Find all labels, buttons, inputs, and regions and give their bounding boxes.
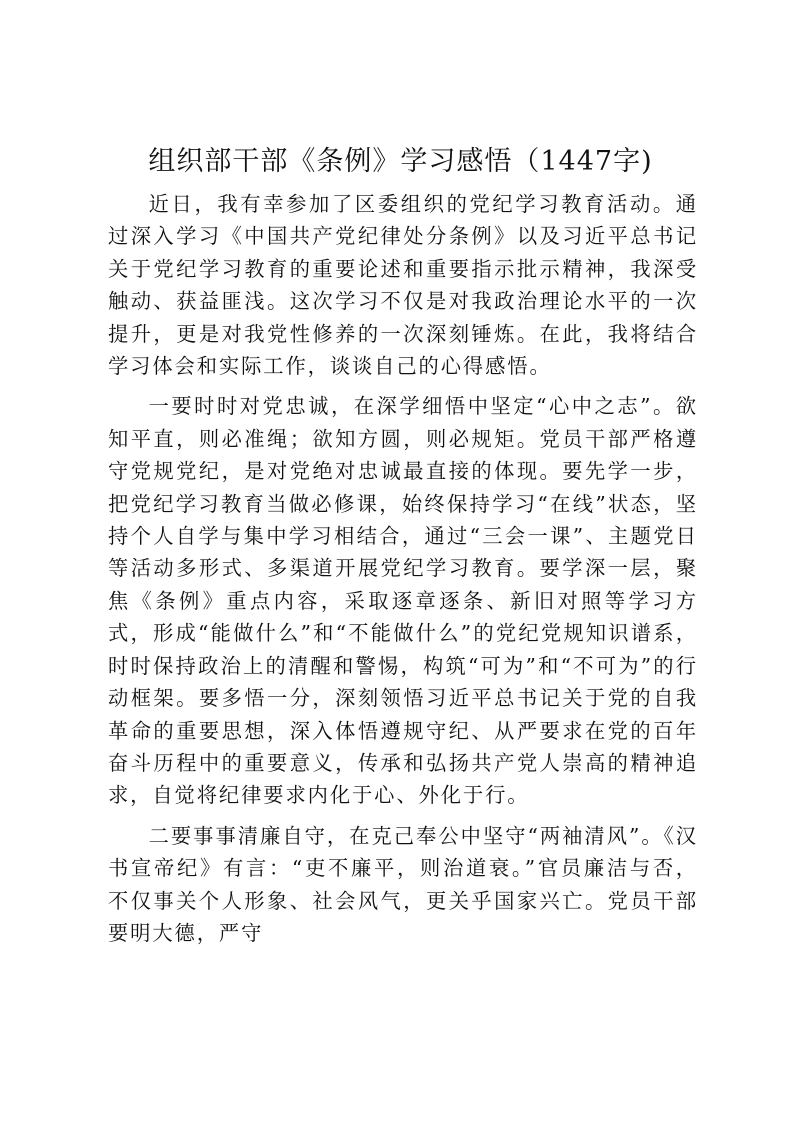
document-body — [108, 188, 698, 949]
paragraph-point-two: 二要事事清廉自守，在克己奉公中坚守“两袖清风”。《汉书宣帝纪》有言：“吏不廉平，则治道衰。”官员廉洁与否，不仅事关个人形象、社会风气，更关乎国家兴亡。党员干部要明大德，严守 — [108, 823, 698, 945]
document-title: 组织部干部《条例》学习感悟（1447字) — [148, 146, 653, 177]
paragraph-intro: 近日，我有幸参加了区委组织的党纪学习教育活动。通过深入学习《中国共产党纪律处分条例》以及习近平总书记关于党纪学习教育的重要论述和重要指示批示精神，我深受触动、获益匪浅。这次学习不仅是对我政治理论水平的一次提升，更是对我党性修养的一次深刻锤炼。在此，我将结合学习体会和实际工作，谈谈自己的心得感悟。 — [108, 192, 698, 379]
paragraph-point-one: 一要时时对党忠诚，在深学细悟中坚定“心中之志”。欲知平直，则必准绳；欲知方圆，则必规矩。党员干部严格遵守党规党纪，是对党绝对忠诚最直接的体现。要先学一步，把党纪学习教育当做必修课，始终保持学习“在线”状态，坚持个人自学与集中学习相结合，通过“三会一课”、主题党日等活动多形式、多渠道开展党纪学习教育。要学深一层，聚焦《条例》重点内容，采取逐章逐条、新旧对照等学习方式，形成“能做什么”和“不能做什么”的党纪党规知识谱系，时时保持政治上的清醒和警惕，构筑“可为”和“不可为”的行动框架。要多悟一分，深刻领悟习近平总书记关于党的自我革命的重要思想，深入体悟遵规守纪、从严要求在党的百年奋斗历程中的重要意义，传承和弘扬共产党人崇高的精神追求，自觉将纪律要求内化于心、外化于行。 — [108, 394, 698, 808]
